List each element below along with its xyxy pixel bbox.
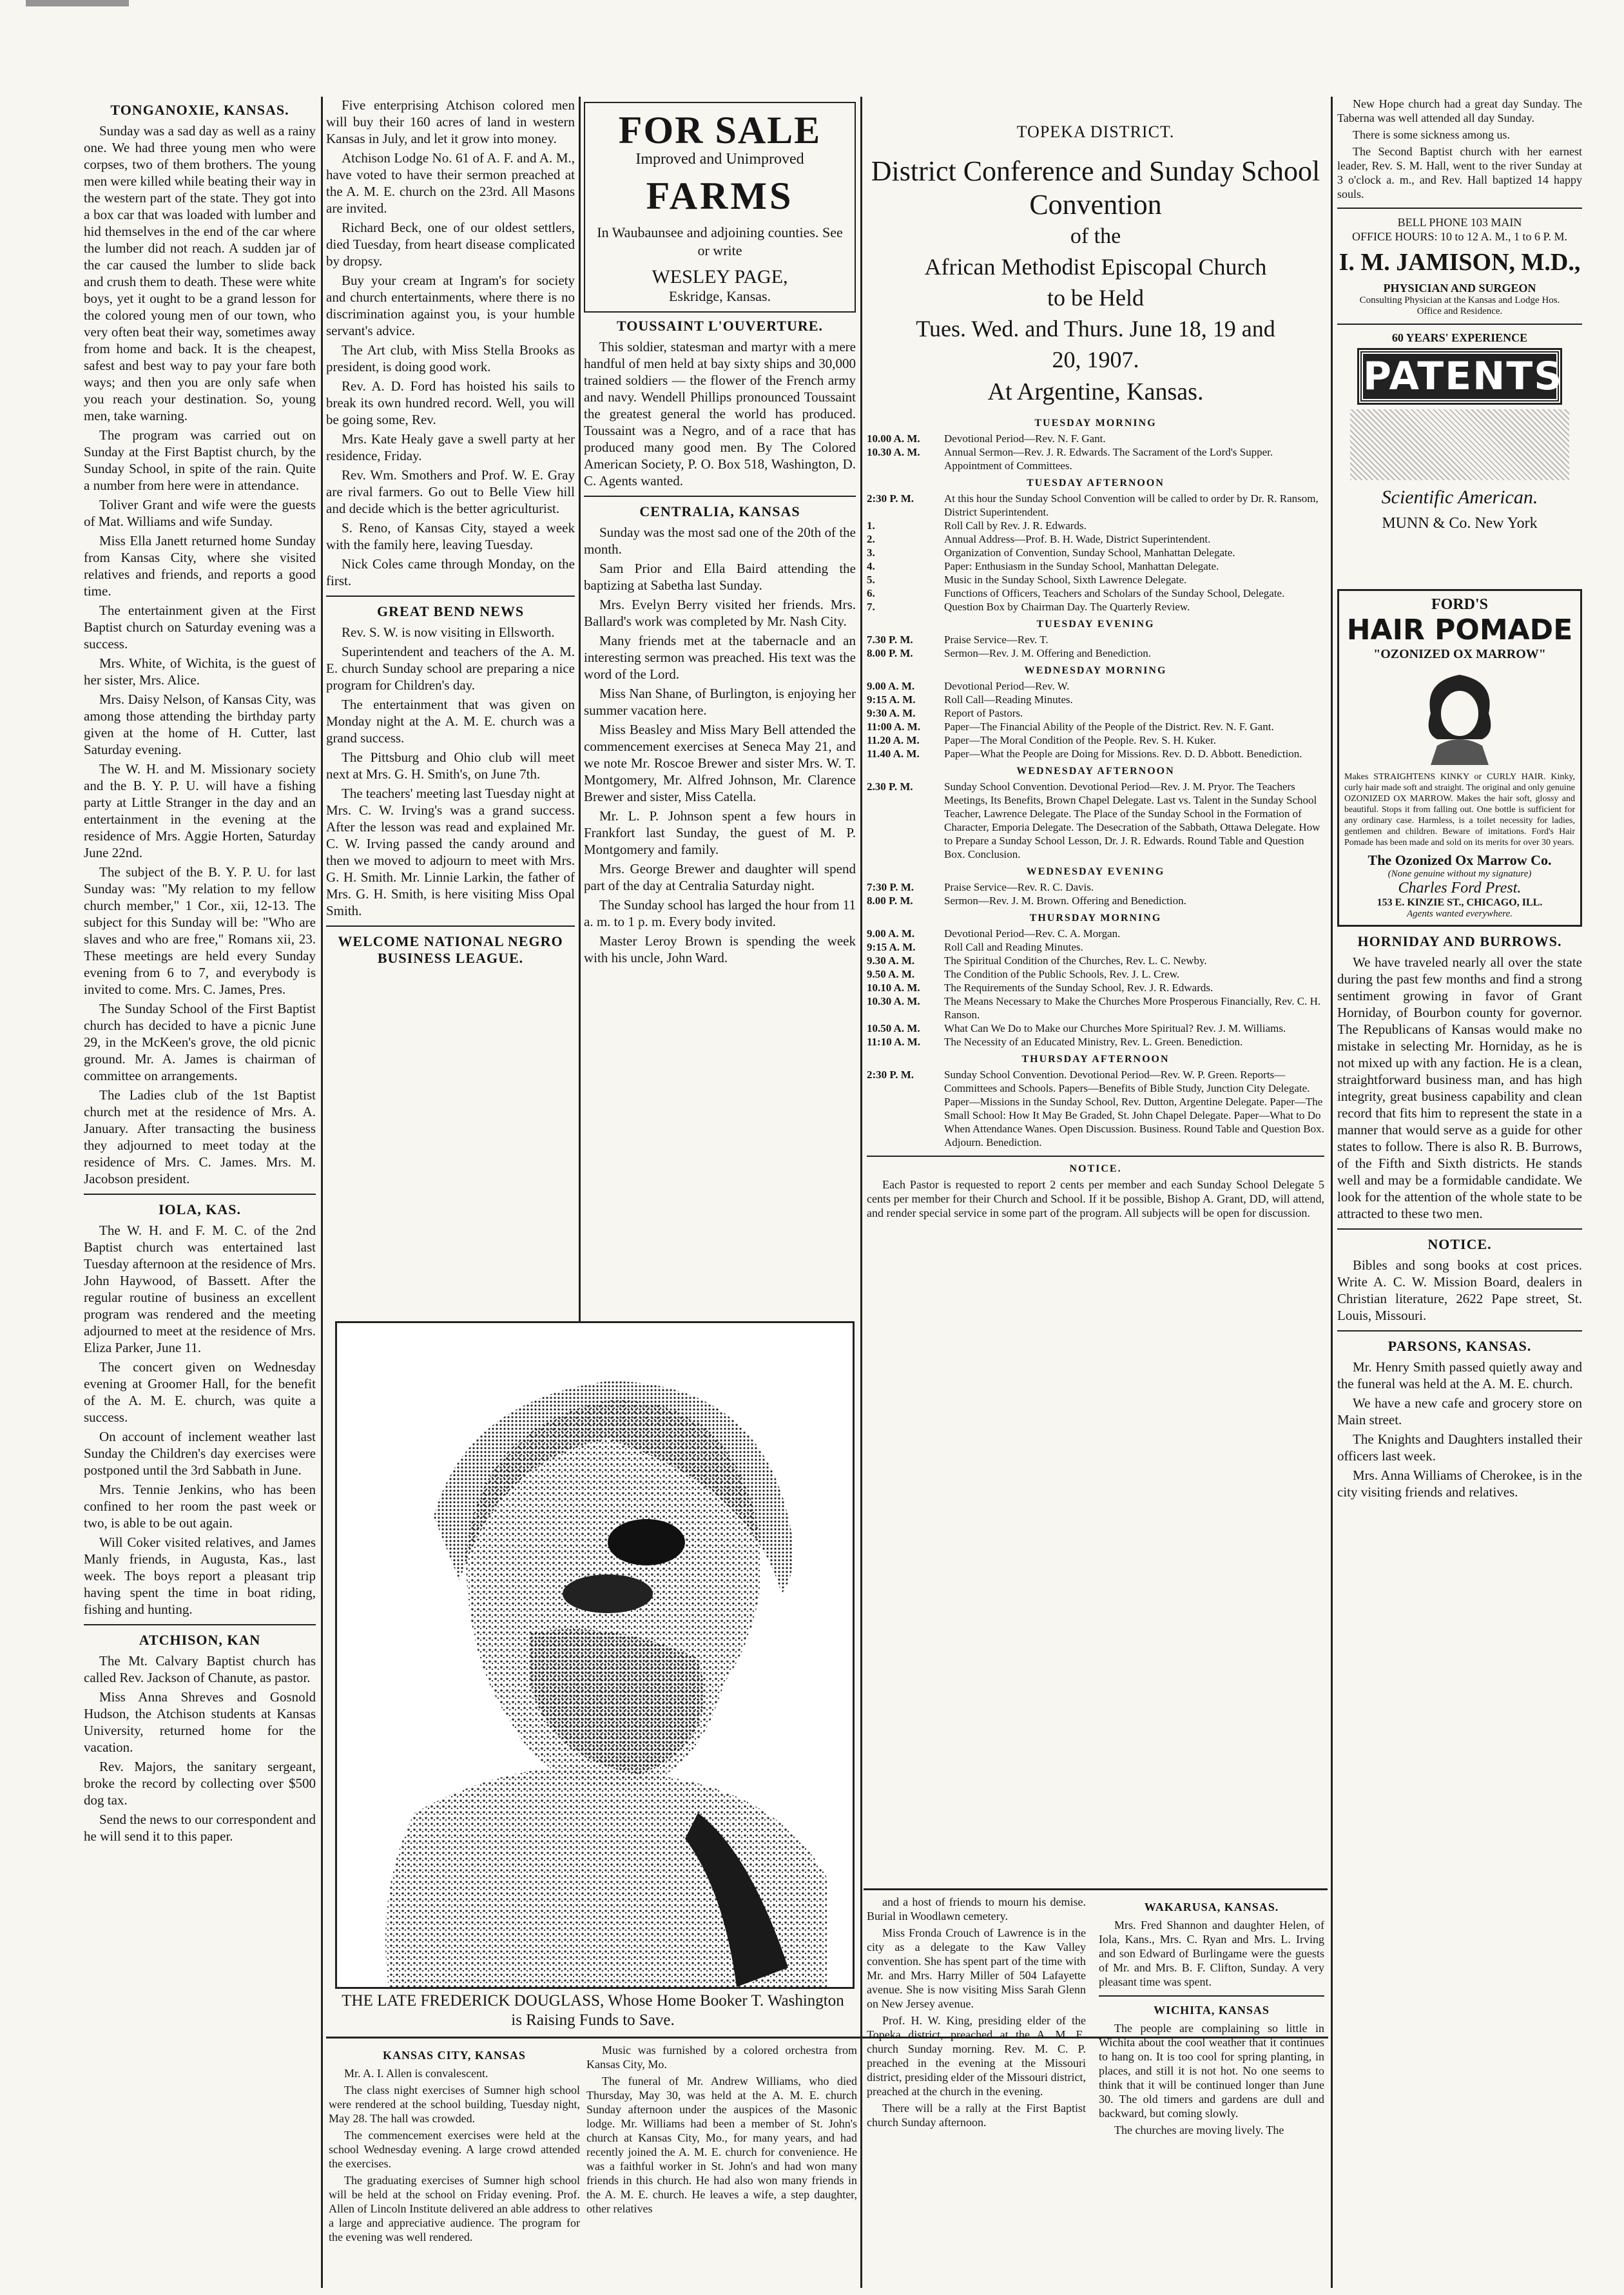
patent-word: PATENTS bbox=[1359, 350, 1560, 403]
article-body bbox=[1337, 97, 1582, 201]
schedule-time: 10.00 A. M. bbox=[867, 432, 920, 445]
session-heading: WEDNESDAY AFTERNOON bbox=[1016, 766, 1175, 777]
column-1 bbox=[84, 97, 316, 2288]
article-body bbox=[584, 338, 856, 489]
schedule-time: 9.00 A. M. bbox=[867, 680, 915, 692]
patents-ad bbox=[1337, 331, 1582, 583]
schedule-time: 7:30 P. M. bbox=[867, 881, 914, 893]
paragraph: Send the news to our correspondent and he will send it to this paper. bbox=[84, 1812, 316, 1844]
patent-munn: MUNN & Co. New York bbox=[1382, 515, 1538, 532]
schedule-item: Functions of Officers, Teachers and Scholars of the Sunday School, Delegate. bbox=[944, 587, 1285, 599]
lady-portrait bbox=[1418, 668, 1502, 765]
paragraph: S. Reno, of Kansas City, stayed a week with the family here, leaving Tuesday. bbox=[326, 520, 575, 552]
paragraph: The teachers' meeting last Tuesday night at Mrs. C. W. Irving's was a grand success. After the lesson was read and explained Mr. C. W. Irving passed the candy around and then we moved to adjourn to meet with Mrs. G. H. Smith. Mr. Linnie Larkin, the father of Mrs. G. H. Smith, is here visiting Miss Opal Smith. bbox=[326, 786, 575, 918]
session-heading: TUESDAY EVENING bbox=[1036, 619, 1155, 630]
schedule-time: 8.00 P. M. bbox=[867, 895, 913, 907]
pomade-company: The Ozonized Ox Marrow Co. bbox=[1368, 852, 1552, 868]
lady-icon bbox=[1418, 668, 1502, 765]
physician-card bbox=[1337, 215, 1582, 317]
schedule-item: Music in the Sunday School, Sixth Lawrence Delegate. bbox=[944, 574, 1187, 586]
session-heading: WEDNESDAY EVENING bbox=[1026, 866, 1165, 877]
paragraph: The people are complaining so little in Wichita about the cool weather that it continues to hang on. It is too cool for spring planting, in places, and still it is not hot. No one seems to think that it will be continued longer than June 30. The old timers and gardens are dull and backward, but coming slowly. bbox=[1099, 2022, 1324, 2120]
card-title: PHYSICIAN AND SURGEON bbox=[1383, 282, 1536, 295]
schedule-row bbox=[867, 646, 1324, 660]
paragraph: Richard Beck, one of our oldest settlers, died Tuesday, from heart disease complicated by dropsy. bbox=[326, 220, 575, 269]
paragraph: New Hope church had a great day Sunday. The Taberna was well attended all day Sunday. bbox=[1337, 97, 1582, 124]
schedule-item: The Necessity of an Educated Ministry, Rev. L. Green. Benediction. bbox=[944, 1036, 1243, 1048]
article-body bbox=[84, 1652, 316, 1845]
paragraph: The funeral of Mr. Andrew Williams, who died Thursday, May 30, was held at the A. M. E. church Sunday afternoon under the auspices of the Masonic lodge. Mr. Williams had been a member of St. John's church at Kansas City, Mo., for many years, and had recently joined the A. M. E. church for convenience. He was a faithful worker in St. John's and had won many friends in this church. He had also won many friends in the A. M. E. church. He leaves a wife, a step daughter, other relatives bbox=[586, 2075, 857, 2215]
pomade-name: HAIR POMADE bbox=[1346, 614, 1573, 646]
schedule-row bbox=[867, 940, 1324, 954]
session-heading: THURSDAY AFTERNOON bbox=[1021, 1054, 1170, 1065]
schedule-row bbox=[867, 586, 1324, 600]
paragraph: The W. H. and M. Missionary society and the B. Y. P. U. will have a fishing party at Little Stranger in the day and an entertainment in the evening at the residence of Mrs. Aggie Horten, Saturday June 22nd. bbox=[84, 761, 316, 860]
card-line: Consulting Physician at the Kansas and Lodge Hos. bbox=[1359, 295, 1560, 305]
schedule-row bbox=[867, 573, 1324, 586]
paragraph: The class night exercises of Sumner high school were rendered at the school building, Tuesday night, May 28. The hall was crowded. bbox=[329, 2084, 580, 2125]
paragraph: Mrs. White, of Wichita, is the guest of her sister, Mrs. Alice. bbox=[84, 655, 316, 688]
section-heading: HORNIDAY AND BURROWS. bbox=[1357, 933, 1562, 949]
article-body bbox=[84, 122, 316, 1187]
for-sale-ad bbox=[584, 102, 856, 313]
paragraph: Mr. Henry Smith passed quietly away and the funeral was held at the A. M. E. church. bbox=[1337, 1359, 1582, 1391]
schedule-item: Devotional Period—Rev. C. A. Morgan. bbox=[944, 927, 1121, 940]
schedule-item: The Requirements of the Sunday School, Rev. J. R. Edwards. bbox=[944, 982, 1213, 994]
article-body bbox=[1099, 1918, 1324, 1989]
session-heading: THURSDAY MORNING bbox=[1029, 913, 1162, 924]
paragraph: Superintendent and teachers of the A. M. E. church Sunday school are preparing a nice program for Children's day. bbox=[326, 644, 575, 693]
article-body: Bibles and song books at cost prices. Write A. C. W. Mission Board, dealers in Christian literature, 2622 Pape street, St. Louis, Missouri. bbox=[1337, 1257, 1582, 1323]
paragraph: Miss Beasley and Miss Mary Bell attended the commencement exercises at Seneca May 21, and we note Mr. Roscoe Brewer and sister Mrs. W. T. Montgomery, Mr. Alfred Johnson, Mr. Clarence Brewer and sister, Miss Catella. bbox=[584, 722, 856, 804]
paragraph: There is some sickness among us. bbox=[1353, 128, 1510, 141]
schedule-item: Question Box by Chairman Day. The Quarterly Review. bbox=[944, 601, 1190, 613]
paragraph: Miss Nan Shane, of Burlington, is enjoying her summer vacation here. bbox=[584, 686, 856, 718]
schedule-row bbox=[867, 1022, 1324, 1035]
schedule-row bbox=[867, 492, 1324, 519]
session-heading: TUESDAY AFTERNOON bbox=[1027, 478, 1165, 489]
paragraph: Mrs. Tennie Jenkins, who has been confined to her room the past week or two, is able to be out again. bbox=[84, 1482, 316, 1531]
schedule-item: Roll Call by Rev. J. R. Edwards. bbox=[944, 519, 1087, 532]
bottom-col-2 bbox=[586, 2043, 857, 2288]
pomade-ad bbox=[1337, 589, 1582, 927]
article-body bbox=[84, 1222, 316, 1618]
schedule-item: At this hour the Sunday School Convention will be called to order by Dr. R. Ransom, District Superintendent. bbox=[944, 492, 1319, 518]
paragraph: Mrs. Fred Shannon and daughter Helen, of Iola, Kans., Mrs. C. Ryan and Mrs. L. Irving and son Edward of Burlingame were the guests of Mr. and Mrs. B. F. Clifton, Sunday. A very pleasant time was spent. bbox=[1099, 1919, 1324, 1988]
article-body bbox=[586, 2043, 857, 2216]
paragraph: The Sunday school has larged the hour from 11 a. m. to 1 p. m. Every body invited. bbox=[584, 897, 856, 929]
paragraph: Five enterprising Atchison colored men will buy their 160 acres of land in western Kansas in July, and let it grow into money. bbox=[326, 97, 575, 146]
schedule-row bbox=[867, 894, 1324, 907]
schedule-time: 2:30 P. M. bbox=[867, 492, 914, 505]
divider bbox=[1337, 324, 1582, 325]
article-body bbox=[584, 524, 856, 966]
schedule-row bbox=[867, 633, 1324, 646]
paragraph: We have a new cafe and grocery store on Main street. bbox=[1337, 1395, 1582, 1428]
section-heading: GREAT BEND NEWS bbox=[376, 603, 525, 619]
schedule-row bbox=[867, 994, 1324, 1022]
divider bbox=[84, 1624, 316, 1625]
column-3 bbox=[584, 97, 856, 1379]
schedule-item: Sunday School Convention. Devotional Period—Rev. J. M. Pryor. The Teachers Meetings, Its Benefits, Brown Chapel Delegate. Last vs. Talent in the Sunday School Teacher, Lawrence Delegate. The Place of the Sunday School in the Formation of Character, Emporia Delegate. The Desecration of the Sabbath, Ottawa Delegate. How to Prepare a Sunday School Lesson, Dr. J. R. Edwards. Round Table and Question Box. Conclusion. bbox=[944, 780, 1320, 860]
paragraph: The Mt. Calvary Baptist church has called Rev. Jackson of Chanute, as pastor. bbox=[84, 1653, 316, 1685]
paragraph: The graduating exercises of Sumner high school will be held at the school on Friday evening. Prof. Allen of Lincoln Institute delivered an able address to a large and appreciative audience. The program for the evening was well rendered. bbox=[329, 2174, 580, 2243]
schedule-row bbox=[867, 532, 1324, 546]
douglass-portrait bbox=[335, 1321, 855, 1989]
paragraph: Will Coker visited relatives, and James Manly friends, in Augusta, Kas., last week. The boys report a pleasant trip having spent the time in boat riding, fishing and hunting. bbox=[84, 1535, 316, 1617]
article-body bbox=[326, 97, 575, 589]
divider bbox=[84, 1194, 316, 1195]
paragraph: Mrs. Evelyn Berry visited her friends. Mrs. Ballard's work was completed by Mr. Nash City. bbox=[584, 597, 856, 629]
schedule-time: 7. bbox=[867, 601, 875, 613]
paragraph: This soldier, statesman and martyr with a mere handful of men held at bay sixty ships and 30,000 trained soldiers — the flower of the French army and navy. Wendell Phillips pronounced Toussaint the greatest general the world has produced. Toussaint was a Negro, and of a race that has produced many good men. By The Colored American Society, P. O. Box 518, Washington, D. C. Agents wanted. bbox=[584, 339, 856, 489]
paragraph: Mr. L. P. Johnson spent a few hours in Frankfort last Sunday, the guest of M. P. Montgomery and family. bbox=[584, 808, 856, 857]
paragraph: Atchison Lodge No. 61 of A. F. and A. M., have voted to have their sermon preached at the A. M. E. church on the 23rd. All Masons are invited. bbox=[326, 150, 575, 216]
schedule-row bbox=[867, 600, 1324, 614]
divider bbox=[1337, 208, 1582, 209]
conference-held: to be Held bbox=[1047, 285, 1144, 311]
article-body bbox=[1337, 1359, 1582, 1500]
conference-church: African Methodist Episcopal Church bbox=[924, 254, 1267, 280]
pomade-maker: FORD'S bbox=[1431, 596, 1488, 613]
ad-counties: In Waubaunsee and adjoining counties. See or write bbox=[597, 224, 843, 258]
section-heading: TOUSSAINT L'OUVERTURE. bbox=[617, 318, 823, 334]
schedule-item: The Means Necessary to Make the Churches More Prosperous Financially, Rev. C. H. Ranson. bbox=[944, 995, 1321, 1021]
schedule-row bbox=[867, 747, 1324, 760]
section-heading: CENTRALIA, KANSAS bbox=[639, 503, 800, 519]
schedule-item: Devotional Period—Rev. N. F. Gant. bbox=[944, 432, 1106, 445]
schedule-row bbox=[867, 693, 1324, 706]
schedule-time: 11.40 A. M. bbox=[867, 748, 920, 760]
schedule-item: The Spiritual Condition of the Churches, Rev. L. C. Newby. bbox=[944, 954, 1207, 967]
conference-title: District Conference and Sunday School Convention bbox=[871, 155, 1320, 220]
divider bbox=[326, 925, 575, 927]
schedule-item: Roll Call and Reading Minutes. bbox=[944, 941, 1083, 953]
paragraph: Mr. A. I. Allen is convalescent. bbox=[344, 2067, 488, 2080]
paragraph: The concert given on Wednesday evening at Groomer Hall, for the benefit of the A. M. E. church, was quite a success. bbox=[84, 1359, 316, 1425]
divider bbox=[867, 1156, 1324, 1157]
schedule-time: 9:30 A. M. bbox=[867, 707, 916, 719]
paragraph: The entertainment given at the First Baptist church on Saturday evening was a success. bbox=[84, 603, 316, 652]
schedule-row bbox=[867, 967, 1324, 981]
schedule-item: Paper—The Financial Ability of the People of the District. Rev. N. F. Gant. bbox=[944, 721, 1274, 733]
paragraph: Mrs. Kate Healy gave a swell party at her residence, Friday. bbox=[326, 431, 575, 463]
notice-body: Each Pastor is requested to report 2 cents per member and each Sunday School Delegate 5 cents per member for their Church and School. If it be possible, Bishop A. Grant, DD, will attend, and render special service in some part of the program. All subjects will be open for discussion. bbox=[867, 1178, 1324, 1219]
bottom-col-1 bbox=[329, 2043, 580, 2288]
section-heading: TONGANOXIE, KANSAS. bbox=[110, 102, 289, 118]
bottom-col-3 bbox=[867, 1895, 1086, 2288]
paragraph: Buy your cream at Ingram's for society and church entertainments, where there is no discrimination against you, is your humble servant's advice. bbox=[326, 273, 575, 338]
schedule-item: Paper—What the People are Doing for Missions. Rev. D. D. Abbott. Benediction. bbox=[944, 748, 1302, 760]
schedule-row bbox=[867, 733, 1324, 747]
column-4 bbox=[867, 97, 1324, 1966]
section-heading: WELCOME NATIONAL NEGRO BUSINESS LEAGUE. bbox=[338, 933, 563, 966]
conference-dates: Tues. Wed. and Thurs. June 18, 19 and 20, 1907. bbox=[916, 316, 1275, 373]
section-heading: WAKARUSA, KANSAS. bbox=[1144, 1901, 1279, 1913]
paragraph: Miss Anna Shreves and Gosnold Hudson, the Atchison students at Kansas University, returned home for the vacation. bbox=[84, 1689, 316, 1755]
pomade-note: (None genuine without my signature) bbox=[1387, 869, 1532, 879]
column-rule bbox=[1331, 97, 1333, 2288]
schedule-time: 9:15 A. M. bbox=[867, 941, 916, 953]
paragraph: The Sunday School of the First Baptist church has decided to have a picnic June 29, in the McKeen's grove, the old picnic ground. Mr. A. James is chairman of committee on arrangements. bbox=[84, 1001, 316, 1083]
schedule-row bbox=[867, 981, 1324, 994]
schedule-item: Organization of Convention, Sunday School, Manhattan Delegate. bbox=[944, 547, 1235, 559]
patent-sci: Scientific American. bbox=[1381, 487, 1538, 508]
schedule-item: Praise Service—Rev. R. C. Davis. bbox=[944, 881, 1094, 893]
district-heading: TOPEKA DISTRICT. bbox=[1016, 122, 1175, 141]
photo-caption: THE LATE FREDERICK DOUGLASS, Whose Home Booker T. Washington is Raising Funds to Save. bbox=[342, 1992, 844, 2029]
schedule-time: 10.50 A. M. bbox=[867, 1022, 920, 1034]
schedule-item: Annual Address—Prof. B. H. Wade, District Superintendent. bbox=[944, 533, 1211, 545]
section-heading: IOLA, KAS. bbox=[159, 1201, 241, 1217]
article-body bbox=[867, 1895, 1086, 2129]
paragraph: and a host of friends to mourn his demise. Burial in Woodlawn cemetery. bbox=[867, 1895, 1086, 1922]
ad-farms: FARMS bbox=[646, 175, 794, 217]
schedule-time: 2. bbox=[867, 533, 875, 545]
schedule-time: 10.10 A. M. bbox=[867, 982, 920, 994]
paragraph: The W. H. and F. M. C. of the 2nd Baptist church was entertained last Tuesday afternoon at the residence of Mrs. John Haywood, of Bassett. After the regular routine of business an excellent program was rendered and the meeting adjourned to meet at the residence of Mrs. Eliza Parker, June 11. bbox=[84, 1223, 316, 1355]
paragraph: Sunday was the most sad one of the 20th of the month. bbox=[584, 525, 856, 557]
schedule-time: 9.30 A. M. bbox=[867, 954, 915, 967]
schedule-item: Praise Service—Rev. T. bbox=[944, 634, 1049, 646]
column-5 bbox=[1337, 97, 1582, 2288]
schedule-time: 11:00 A. M. bbox=[867, 721, 921, 733]
paragraph: The program was carried out on Sunday at the First Baptist church, by the Sunday School, in spite of the rain. Quite a number from here were in attendance. bbox=[84, 427, 316, 493]
paragraph: Master Leroy Brown is spending the week with his uncle, John Ward. bbox=[584, 933, 856, 965]
schedule-time: 11.20 A. M. bbox=[867, 734, 920, 746]
paragraph: The churches are moving lively. The bbox=[1114, 2124, 1284, 2136]
divider bbox=[584, 496, 856, 497]
pomade-signature: Charles Ford Prest. bbox=[1398, 880, 1522, 896]
divider bbox=[1337, 1228, 1582, 1230]
column-rule bbox=[321, 97, 323, 2288]
pomade-body: Makes STRAIGHTENS KINKY or CURLY HAIR. Kinky, curly hair made soft and straight. The original and only genuine OZONIZED OX MARROW. Makes the hair soft, glossy and beautiful. Stops it from falling out. One bottle is sufficient for any ordinary case. Harmless, is a toilet necessity for ladies, gentlemen and children. Beware of imitations. Ford's Hair Pomade has been made and sold on its merits for over 30 years. bbox=[1344, 772, 1575, 847]
paragraph: Many friends met at the tabernacle and an interesting sermon was preached. His text was the word of the Lord. bbox=[584, 633, 856, 682]
schedule-item: Paper: Enthusiasm in the Sunday School, Manhattan Delegate. bbox=[944, 560, 1219, 572]
paragraph: Sunday was a sad day as well as a rainy one. We had three young men who were corpses, two of them brothers. The young men were killed while beating their way in the western part of the state. They got into a box car that was loaded with lumber and hid themselves in the end of the car where the lumber did not reach. A sudden jar of the car caused the lumber to slide back and crush them to death. These were white boys, yet it ought to be a grand lesson for the colored young men of our town, who very often beat their way, sometimes away from home and back. It is the cheapest, safest and best way to pay your fare both ways; and then you are only safe when you reach your destination. So, young men, take warning. bbox=[84, 123, 316, 423]
schedule-row bbox=[867, 546, 1324, 559]
schedule-row bbox=[867, 706, 1324, 720]
schedule-item: Devotional Period—Rev. W. bbox=[944, 680, 1070, 692]
card-name: I. M. JAMISON, M.D., bbox=[1339, 249, 1581, 276]
paragraph: Rev. Wm. Smothers and Prof. W. E. Gray are rival farmers. Go out to Belle View hill and decide which is the better agriculturist. bbox=[326, 467, 575, 516]
pomade-address: 153 E. KINZIE ST., CHICAGO, ILL. bbox=[1377, 897, 1543, 908]
divider bbox=[864, 1888, 1328, 1890]
conference-place: At Argentine, Kansas. bbox=[987, 378, 1204, 405]
schedule-row bbox=[867, 559, 1324, 573]
column-2 bbox=[326, 97, 575, 1386]
paragraph: Prof. H. W. King, presiding elder of the Topeka district, preached at the A. M. E. church Sunday morning. Rev. M. C. P. preached in the evening at the Missouri district, presiding elder of the Missouri district, preached at the church in the evening. bbox=[867, 2014, 1086, 2098]
ad-place: Eskridge, Kansas. bbox=[668, 288, 771, 304]
top-edge-mark bbox=[26, 0, 129, 6]
paragraph: The entertainment that was given on Monday night at the A. M. E. church was a grand success. bbox=[326, 697, 575, 746]
paragraph: Rev. S. W. is now visiting in Ellsworth. bbox=[342, 625, 555, 640]
patent-years: 60 YEARS' EXPERIENCE bbox=[1391, 331, 1528, 344]
paragraph: Toliver Grant and wife were the guests of Mat. Williams and wife Sunday. bbox=[84, 497, 316, 529]
schedule-time: 11:10 A. M. bbox=[867, 1036, 921, 1048]
schedule-row bbox=[867, 519, 1324, 532]
paragraph: Mrs. Anna Williams of Cherokee, is in the city visiting friends and relatives. bbox=[1337, 1467, 1582, 1500]
schedule-time: 9:15 A. M. bbox=[867, 693, 916, 706]
schedule-time: 10.30 A. M. bbox=[867, 446, 920, 458]
paragraph: On account of inclement weather last Sunday the Children's day exercises were postponed until the 3rd Sabbath in June. bbox=[84, 1429, 316, 1478]
notice-heading: NOTICE. bbox=[1069, 1163, 1122, 1174]
section-heading: KANSAS CITY, KANSAS bbox=[383, 2049, 526, 2062]
pomade-sub: "OZONIZED OX MARROW" bbox=[1373, 647, 1546, 661]
paragraph: Mrs. George Brewer and daughter will spend part of the day at Centralia Saturday night. bbox=[584, 861, 856, 893]
card-address: Office and Residence. bbox=[1416, 306, 1503, 316]
section-heading: WICHITA, KANSAS bbox=[1154, 2004, 1270, 2017]
paragraph: The Second Baptist church with her earnest leader, Rev. S. M. Hall, went to the river Sunday at 3 o'clock a. m., and Rev. Hall baptized 14 happy souls. bbox=[1337, 145, 1582, 200]
column-rule bbox=[860, 97, 862, 2288]
ad-title: FOR SALE bbox=[618, 109, 822, 151]
paragraph: Miss Fronda Crouch of Lawrence is in the city as a delegate to the Kaw Valley convention. She has spent part of the time with Mr. and Mrs. Harry Miller of 504 Lafayette avenue. She is now visiting Miss Sarah Glenn on New Jersey avenue. bbox=[867, 1926, 1086, 2010]
schedule-item: Sermon—Rev. J. M. Brown. Offering and Benediction. bbox=[944, 895, 1186, 907]
schedule-item: Sermon—Rev. J. M. Offering and Benediction. bbox=[944, 647, 1152, 659]
schedule-row bbox=[867, 679, 1324, 693]
schedule-item: Report of Pastors. bbox=[944, 707, 1023, 719]
schedule-time: 2:30 P. M. bbox=[867, 1069, 914, 1081]
schedule-item: The Condition of the Public Schools, Rev. J. L. Crew. bbox=[944, 968, 1180, 980]
card-hours: OFFICE HOURS: 10 to 12 A. M., 1 to 6 P. M. bbox=[1351, 230, 1568, 243]
schedule-row bbox=[867, 880, 1324, 894]
patent-dots bbox=[1350, 409, 1569, 480]
paragraph: The Ladies club of the 1st Baptist church met at the residence of Mrs. A. January. After transacting the business they adjourned to meet today at the residence of Mrs. C. James. Mrs. M. Jacobson president. bbox=[84, 1087, 316, 1186]
paragraph: The Pittsburg and Ohio club will meet next at Mrs. G. H. Smith's, on June 7th. bbox=[326, 750, 575, 782]
ad-subtitle: Improved and Unimproved bbox=[635, 151, 804, 168]
schedule-item: Paper—The Moral Condition of the People. Rev. S. H. Kuker. bbox=[944, 734, 1216, 746]
section-heading: NOTICE. bbox=[1427, 1236, 1492, 1252]
paragraph: There will be a rally at the First Baptist church Sunday afternoon. bbox=[867, 2102, 1086, 2129]
paragraph: Rev. A. D. Ford has hoisted his sails to break its own hundred record. Well, you will be going some, Rev. bbox=[326, 378, 575, 427]
divider bbox=[326, 596, 575, 597]
schedule-row bbox=[867, 927, 1324, 940]
conference-of: of the bbox=[1070, 224, 1121, 248]
card-phone: BELL PHONE 103 MAIN bbox=[1397, 216, 1522, 229]
schedule-item: Annual Sermon—Rev. J. R. Edwards. The Sacrament of the Lord's Supper. Appointment of Committees. bbox=[944, 446, 1273, 472]
bottom-col-4 bbox=[1099, 1895, 1324, 2288]
schedule-row bbox=[867, 1035, 1324, 1049]
schedule-time: 9.50 A. M. bbox=[867, 968, 915, 980]
schedule-time: 4. bbox=[867, 560, 875, 572]
pomade-agents: Agents wanted everywhere. bbox=[1407, 909, 1513, 919]
paragraph: Miss Ella Janett returned home Sunday from Kansas City, where she visited relatives and friends, and reports a good time. bbox=[84, 533, 316, 599]
schedule-time: 8.00 P. M. bbox=[867, 647, 913, 659]
schedule-item: What Can We Do to Make our Churches More Spiritual? Rev. J. M. Williams. bbox=[944, 1022, 1286, 1034]
schedule-time: 5. bbox=[867, 574, 875, 586]
paragraph: The commencement exercises were held at the school Wednesday evening. A large crowd attended the exercises. bbox=[329, 2129, 580, 2170]
schedule-item: Sunday School Convention. Devotional Period—Rev. W. P. Green. Reports—Committees and Schools. Papers—Benefits of Bible Study, Junction City Delegate. Paper—Missions in the Sunday School, Rev. Dutton, Argentine Delegate. Paper—The Small School: How It May Be Graded, St. John Chapel Delegate. Paper—What to Do When Attendance Wanes. Open Discussion. Business. Round Table and Question Box. Adjourn. Benediction. bbox=[944, 1069, 1324, 1148]
paragraph: The subject of the B. Y. P. U. for last Sunday was: "My relation to my fellow church member," 1 Cor., xii, 12-13. The subject for this Sunday will be: "Who are slaves and who are free," Romans xii, 23. These meetings are held every Sunday evening from 6 to 7, and everybody is invited to come. Mrs. C. James, Pres. bbox=[84, 864, 316, 997]
schedule-time: 7.30 P. M. bbox=[867, 634, 913, 646]
program-schedule bbox=[867, 418, 1324, 1149]
schedule-time: 10.30 A. M. bbox=[867, 995, 920, 1007]
schedule-time: 3. bbox=[867, 547, 875, 559]
paragraph: The Art club, with Miss Stella Brooks as president, is doing good work. bbox=[326, 342, 575, 374]
paragraph: Rev. Majors, the sanitary sergeant, broke the record by collecting over $500 dog tax. bbox=[84, 1759, 316, 1808]
session-heading: WEDNESDAY MORNING bbox=[1024, 665, 1167, 676]
schedule-row bbox=[867, 432, 1324, 445]
schedule-row bbox=[867, 954, 1324, 967]
schedule-row bbox=[867, 720, 1324, 733]
schedule-row bbox=[867, 445, 1324, 472]
session-heading: TUESDAY MORNING bbox=[1034, 418, 1157, 429]
schedule-row bbox=[867, 780, 1324, 861]
schedule-time: 6. bbox=[867, 587, 875, 599]
section-heading: PARSONS, KANSAS. bbox=[1387, 1338, 1532, 1354]
schedule-item: Roll Call—Reading Minutes. bbox=[944, 693, 1073, 706]
paragraph: Sam Prior and Ella Baird attending the baptizing at Sabetha last Sunday. bbox=[584, 561, 856, 593]
paragraph: The Knights and Daughters installed their officers last week. bbox=[1337, 1431, 1582, 1464]
portrait-image bbox=[337, 1323, 853, 1987]
schedule-time: 9.00 A. M. bbox=[867, 927, 915, 940]
divider bbox=[1099, 1995, 1324, 1997]
paragraph: Mrs. Daisy Nelson, of Kansas City, was among those attending the birthday party given at the home of H. Cutter, last Saturday evening. bbox=[84, 692, 316, 757]
ad-name: WESLEY PAGE, bbox=[652, 266, 788, 287]
article-body bbox=[1099, 2021, 1324, 2137]
schedule-time: 2.30 P. M. bbox=[867, 780, 913, 793]
paragraph: Nick Coles came through Monday, on the first. bbox=[326, 556, 575, 588]
article-body bbox=[329, 2066, 580, 2244]
paragraph: Music was furnished by a colored orchestra from Kansas City, Mo. bbox=[586, 2044, 857, 2071]
section-heading: ATCHISON, KAN bbox=[139, 1632, 261, 1648]
schedule-row bbox=[867, 1068, 1324, 1149]
article-body bbox=[326, 624, 575, 919]
divider bbox=[1337, 1330, 1582, 1331]
schedule-time: 1. bbox=[867, 519, 875, 532]
article-body: We have traveled nearly all over the state during the past few months and find a strong sentiment growing in favor of Grant Horniday, of Bourbon county for governor. The Republicans of Kansas would make no mistake in selecting Mr. Horniday, as he is not mixed up with any faction. He is a clean, straightforward business man, and has high integrity, great business capability and clean record that fits him to represent the state in a manner that would serve as a guide for other states to follow. There is also R. B. Burrows, of the Fifth and Sixth districts. He stands well and may be a formidable candidate. We look for the attention of the whole state to be attracted to these two men. bbox=[1337, 954, 1582, 1221]
